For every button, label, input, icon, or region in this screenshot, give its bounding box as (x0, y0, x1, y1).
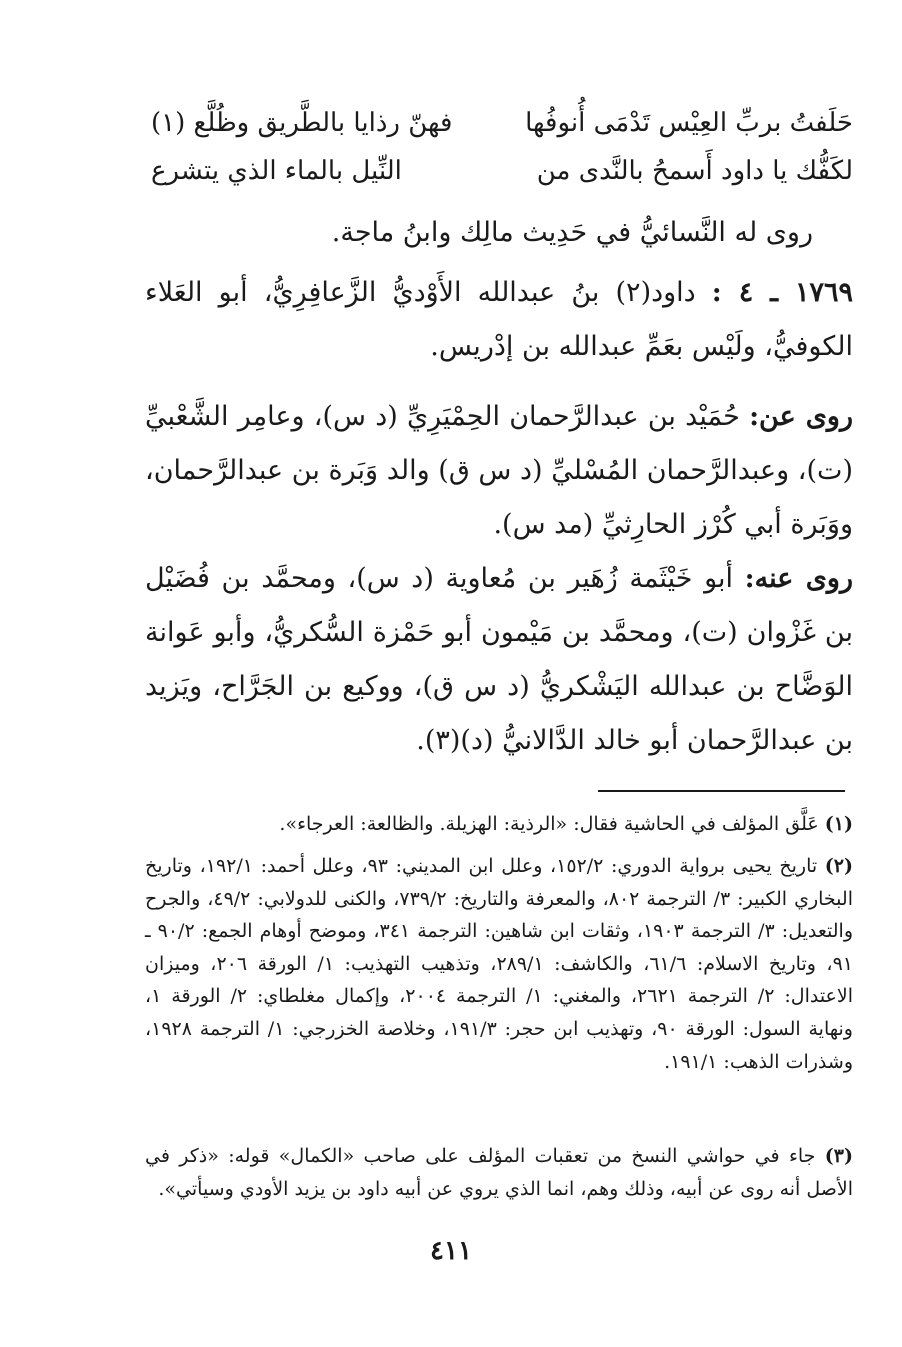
footnote-3-text: جاء في حواشي النسخ من تعقبات المؤلف على صاحب «الكمال» قوله: «ذكر في الأصل أنه روى عن أبيه، وذلك وهم، انما الذي يروي عن أبيه داود بن يزيد الأودي وسيأتي». (145, 1145, 853, 1200)
narrated-by-text: أبو خَيْثَمة زُهَير بن مُعاوية (د س)، ومحمَّد بن فُضَيْل بن غَزْوان (ت)، ومحمَّد بن مَيْمون أبو حَمْزة السُّكريُّ، وأبو عَوانة الوَضَّاح بن عبدالله اليَشْكريُّ (د س ق)، ووكيع بن الجَرَّاح، ويَزيد بن عبدالرَّحمان أبو خالد الدَّالانيُّ (د)(٣). (145, 563, 853, 756)
narration-text: روى له النَّسائيُّ في حَدِيث مالِك وابنُ ماجة. (331, 217, 813, 248)
footnote-3 (145, 1140, 853, 1205)
narrated-by-lead: روى عنه: (744, 563, 854, 594)
footnote-2-text: تاريخ يحيى برواية الدوري: ١٥٢/٢، وعلل ابن المديني: ٩٣، وعلل أحمد: ١٩٢/١، وتاريخ البخاري الكبير: ٣/ الترجمة ٨٠٢، والمعرفة والتاريخ: ٧٣٩/٢، والكنى للدولابي: ٤٩/٢، والجرح والتعديل: ٣/ الترجمة ١٩٠٣، وثقات ابن شاهين: الترجمة ٣٤١، وموضح أوهام الجمع: ٩٠/٢ ـ ٩١، وتاريخ الاسلام: ٦١/٦، والكاشف: ٢٨٩/١، وتذهيب التهذيب: ١/ الورقة ٢٠٦، وميزان الاعتدال: ٢/ الترجمة ٢٦٢١، والمغني: ١/ الترجمة ٢٠٠٤، وإكمال مغلطاي: ٢/ الورقة ١، ونهاية السول: الورقة ٩٠، وتهذيب ابن حجر: ١٩١/٣، وخلاصة الخزرجي: ١/ الترجمة ١٩٢٨، وشذرات الذهب: ١٩١/١. (145, 855, 854, 1073)
footnote-1-number: (١) (824, 813, 853, 835)
entry-number: ١٧٦٩ ـ ٤ : (711, 277, 853, 308)
narrated-by-paragraph (145, 552, 853, 768)
entry-text: داود(٢) بنُ عبدالله الأَوْديُّ الزَّعافِرِيُّ، أبو العَلاء الكوفيُّ، ولَيْس بعَمِّ عبدالله بن إدْريس. (145, 277, 853, 362)
footnote-2 (145, 850, 853, 1078)
biography-entry (145, 266, 853, 374)
poem-verse-1-first-hemistich: حَلَفتُ بربِّ العِيْس تَدْمَى أُنوفُها (525, 108, 853, 138)
poem-verse-2 (145, 148, 853, 194)
footnote-3-number: (٣) (824, 1145, 853, 1167)
footnote-1-text: عَلَّق المؤلف في الحاشية فقال: «الرذية: الهزيلة. والظالعة: العرجاء». (279, 813, 819, 835)
footnote-separator (598, 790, 845, 792)
footnote-1 (145, 808, 853, 841)
poem-verse-2-first-hemistich: لكَفُّك يا داود أَسمحُ بالنَّدى من (536, 156, 853, 186)
narrated-from-lead: روى عن: (749, 401, 853, 432)
poem-verse-2-second-hemistich: النِّيل بالماء الذي يتشرع (151, 156, 402, 186)
page-number: ٤١١ (430, 1236, 472, 1266)
poem-verse-1-second-hemistich: فهنّ رذايا بالطَّريق وظُلَّع (١) (151, 108, 453, 138)
narrated-from-text: حُمَيْد بن عبدالرَّحمان الحِمْيَرِيِّ (د س)، وعامِر الشَّعْبيِّ (ت)، وعبدالرَّحمان المُسْليِّ (د س ق) والد وَبَرة بن عبدالرَّحمان، ووَبَرة أبي كُرْز الحارِثيِّ (مد س). (145, 401, 853, 540)
poem-verse-1 (145, 100, 853, 146)
narrated-from-paragraph (145, 390, 853, 552)
footnote-2-number: (٢) (824, 855, 854, 877)
narration-line (145, 206, 853, 260)
